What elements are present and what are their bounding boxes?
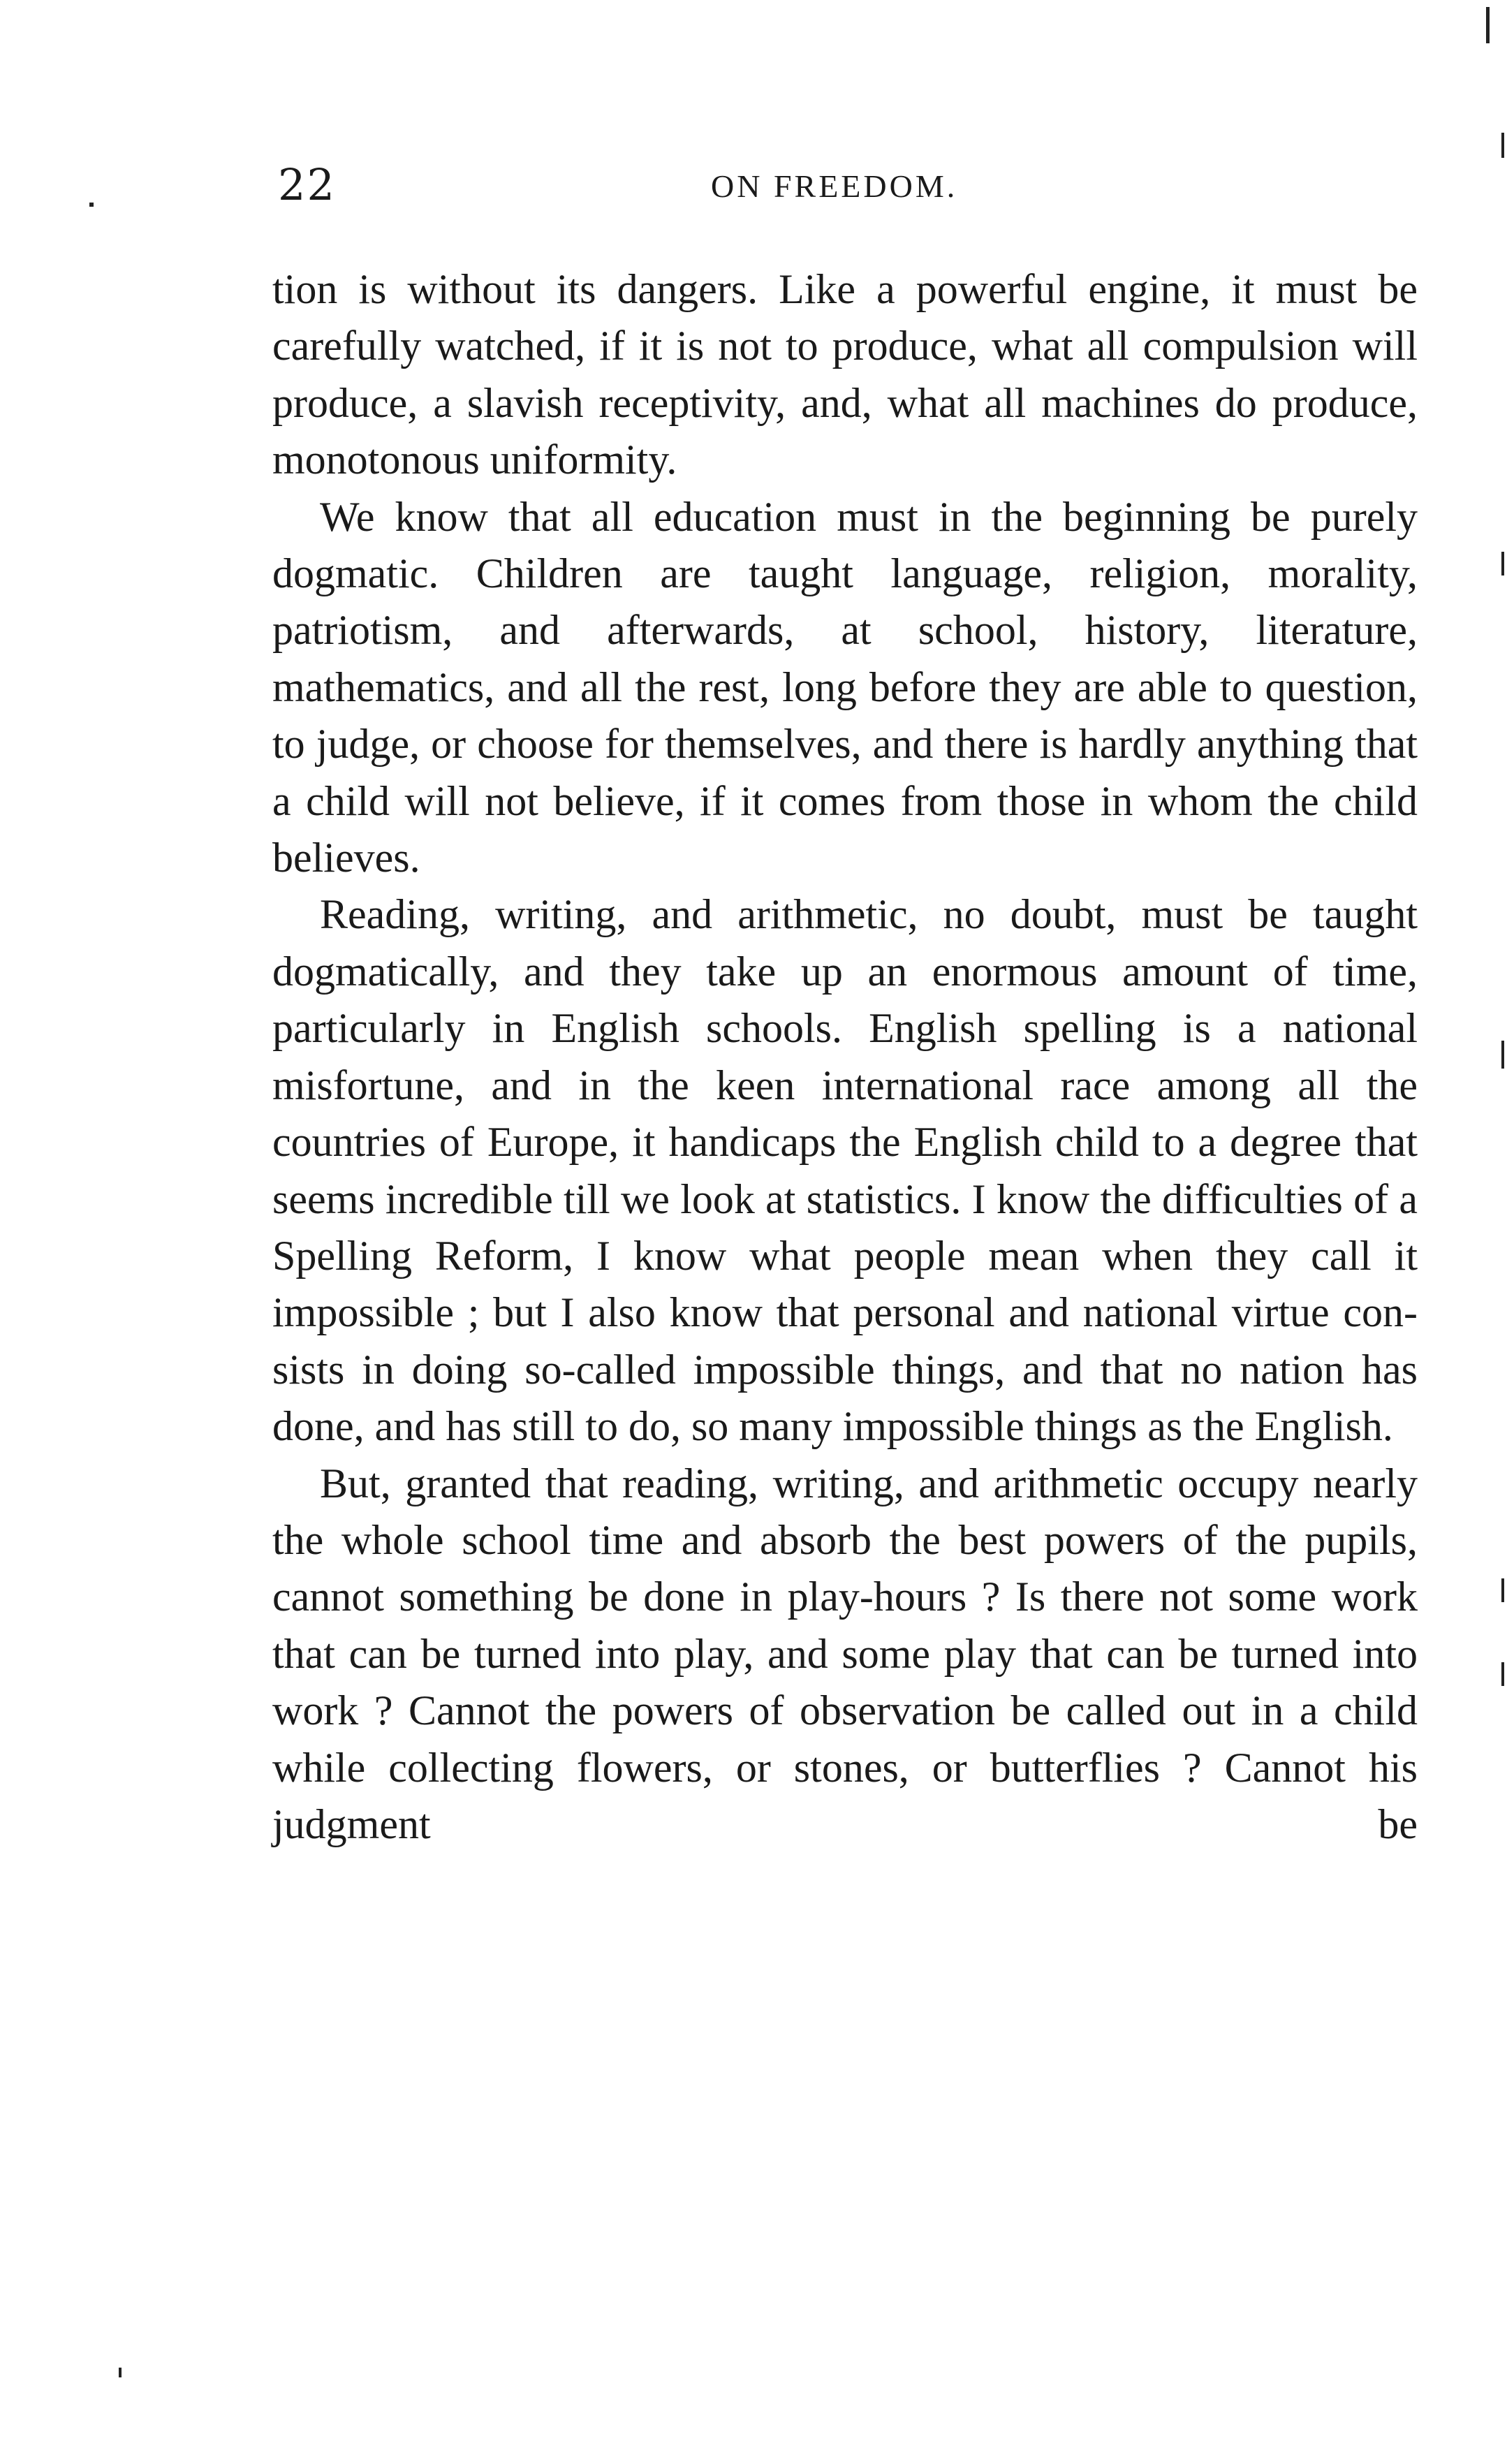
paragraph-education-dogmatic: We know that all education must in the beginning be purely dogmatic. Children are taught language, religion, morality, patriotism, and afterwards, at school, history, literature, mathematics, and all the rest, long before they are able to question, to judge, or choose for themselves, and there is hardly anything that a child will not believe, if it comes from those in whom the child believes. bbox=[272, 493, 1418, 881]
page-number: 22 bbox=[278, 159, 336, 210]
scan-speck bbox=[1486, 7, 1490, 43]
scan-speck bbox=[1501, 133, 1504, 158]
body-text bbox=[272, 261, 1418, 1853]
paragraph-continuation: tion is without its dangers. Like a powerful engine, it must be carefully watched, if it is not to produce, what all compulsion will produce, a slavish receptivity, and, what all machines do produce, monotonous uniformity. bbox=[272, 266, 1418, 483]
paragraph-reading-writing: Reading, writing, and arithmetic, no doubt, must be taught dogmatically, and they take up an enormous amount of time, particularly in English schools. English spelling is a national misfortune, and in the keen international race among all the countries of Europe, it handicaps the English child to a degree that seems incredible till we look at statistics. I know the difficulties of a Spelling Reform, I know what people mean when they call it impossible ; but I also know that personal and national virtue consists in doing so-called impossible things, and that no nation has done, and has still to do, so many impossible things as the English. bbox=[272, 891, 1418, 1450]
scan-speck bbox=[1501, 1662, 1504, 1686]
scan-speck bbox=[1501, 1578, 1504, 1602]
scan-speck bbox=[89, 203, 94, 207]
paragraph-play-hours: But, granted that reading, writing, and arithmetic occupy nearly the whole school time and absorb the best powers of the pupils, cannot something be done in play-hours ? Is there not some work that can be turned into play, and some play that can be turned into work ? Cannot the powers of observation be called out in a child while collecting flowers, or stones, or butterflies ? Cannot his judgment be bbox=[272, 1460, 1418, 1847]
running-head bbox=[278, 159, 1409, 222]
scan-speck bbox=[119, 2368, 122, 2377]
running-head-title: ON FREEDOM. bbox=[711, 168, 958, 204]
scan-speck bbox=[1501, 552, 1504, 575]
scan-speck bbox=[1501, 1041, 1504, 1069]
